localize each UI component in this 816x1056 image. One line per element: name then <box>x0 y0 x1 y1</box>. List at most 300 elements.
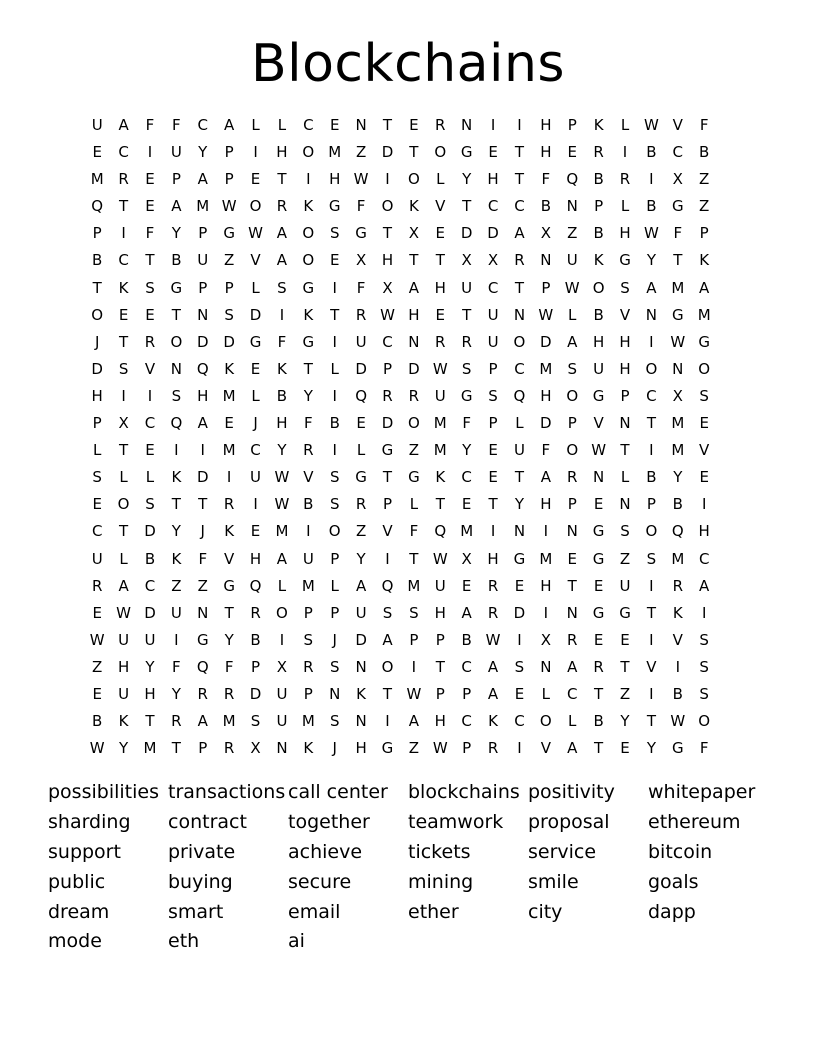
grid-letter[interactable]: A <box>224 116 235 134</box>
grid-letter[interactable]: Y <box>277 441 287 460</box>
grid-letter[interactable]: L <box>251 278 260 297</box>
grid-letter[interactable]: F <box>699 739 709 758</box>
grid-letter[interactable]: U <box>487 332 499 351</box>
grid-letter[interactable]: K <box>224 359 235 378</box>
grid-letter[interactable]: Y <box>171 522 181 541</box>
grid-letter[interactable]: F <box>462 414 471 433</box>
grid-letter[interactable]: U <box>250 468 262 487</box>
grid-letter[interactable]: A <box>382 630 393 649</box>
grid-letter[interactable]: W <box>643 224 659 243</box>
grid-letter[interactable]: N <box>355 116 367 134</box>
grid-letter[interactable]: Q <box>196 359 209 378</box>
grid-letter[interactable]: G <box>671 305 684 324</box>
grid-letter[interactable]: I <box>649 170 654 189</box>
grid-letter[interactable]: I <box>649 630 654 649</box>
grid-letter[interactable]: L <box>119 468 128 487</box>
grid-letter[interactable]: M <box>196 197 210 216</box>
grid-letter[interactable]: T <box>594 684 604 703</box>
grid-letter[interactable]: U <box>302 549 314 568</box>
grid-letter[interactable]: G <box>592 522 605 541</box>
grid-letter[interactable]: I <box>675 657 680 676</box>
grid-letter[interactable]: T <box>514 468 525 487</box>
grid-letter[interactable]: X <box>382 278 393 297</box>
grid-letter[interactable]: Y <box>646 739 656 758</box>
grid-letter[interactable]: T <box>409 549 419 568</box>
grid-letter[interactable]: A <box>197 414 208 433</box>
grid-letter[interactable]: M <box>328 143 342 162</box>
grid-letter[interactable]: B <box>461 630 472 649</box>
grid-letter[interactable]: G <box>513 549 526 568</box>
grid-letter[interactable]: E <box>488 468 498 487</box>
grid-letter[interactable]: Q <box>566 170 579 189</box>
grid-letter[interactable]: P <box>409 630 419 649</box>
grid-letter[interactable]: W <box>353 170 369 189</box>
grid-letter[interactable]: Z <box>171 576 182 595</box>
grid-letter[interactable]: K <box>303 197 314 216</box>
grid-letter[interactable]: R <box>303 657 314 676</box>
grid-letter[interactable]: R <box>250 603 261 622</box>
grid-letter[interactable]: T <box>646 414 656 433</box>
grid-letter[interactable]: R <box>461 332 472 351</box>
grid-letter[interactable]: S <box>329 712 340 731</box>
grid-letter[interactable]: R <box>672 576 683 595</box>
grid-letter[interactable]: W <box>538 305 554 324</box>
grid-letter[interactable]: U <box>170 143 182 162</box>
grid-letter[interactable]: W <box>274 495 290 514</box>
grid-letter[interactable]: R <box>487 576 499 595</box>
grid-letter[interactable]: K <box>118 278 129 297</box>
grid-letter[interactable]: F <box>541 441 551 460</box>
grid-letter[interactable]: B <box>646 197 657 216</box>
grid-letter[interactable]: S <box>171 386 182 405</box>
grid-letter[interactable]: T <box>646 712 656 731</box>
grid-letter[interactable]: R <box>487 603 499 622</box>
grid-letter[interactable]: T <box>620 657 630 676</box>
grid-letter[interactable]: G <box>698 332 710 351</box>
grid-letter[interactable]: R <box>567 468 578 487</box>
grid-letter[interactable]: I <box>332 386 337 405</box>
grid-letter[interactable]: H <box>487 549 499 568</box>
grid-letter[interactable]: O <box>276 603 288 622</box>
grid-letter[interactable]: M <box>539 359 553 378</box>
grid-letter[interactable]: M <box>222 712 236 731</box>
grid-letter[interactable]: P <box>330 549 340 568</box>
grid-letter[interactable]: K <box>224 522 235 541</box>
grid-letter[interactable]: T <box>382 116 393 134</box>
grid-letter[interactable]: K <box>303 305 314 324</box>
grid-letter[interactable]: H <box>276 414 288 433</box>
grid-letter[interactable]: D <box>540 332 552 351</box>
grid-letter[interactable]: O <box>407 414 420 433</box>
grid-letter[interactable]: W <box>670 332 686 351</box>
grid-letter[interactable]: D <box>196 332 209 351</box>
grid-letter[interactable]: R <box>223 684 235 703</box>
grid-letter[interactable]: G <box>619 603 631 622</box>
grid-letter[interactable]: B <box>672 684 683 703</box>
grid-letter[interactable]: U <box>619 576 631 595</box>
grid-letter[interactable]: M <box>222 386 236 405</box>
grid-letter[interactable]: U <box>513 441 525 460</box>
grid-letter[interactable]: L <box>356 441 366 460</box>
grid-letter[interactable]: O <box>645 522 658 541</box>
grid-letter[interactable]: P <box>251 657 261 676</box>
grid-letter[interactable]: I <box>622 143 628 162</box>
grid-letter[interactable]: V <box>646 657 657 676</box>
grid-letter[interactable]: S <box>329 224 340 243</box>
grid-letter[interactable]: G <box>170 278 183 297</box>
grid-letter[interactable]: G <box>592 549 605 568</box>
grid-letter[interactable]: R <box>355 305 367 324</box>
grid-letter[interactable]: O <box>302 143 315 162</box>
grid-letter[interactable]: D <box>381 414 394 433</box>
grid-letter[interactable]: Y <box>119 739 129 758</box>
grid-letter[interactable]: U <box>170 603 182 622</box>
grid-letter[interactable]: U <box>566 251 578 270</box>
grid-letter[interactable]: P <box>171 170 181 189</box>
grid-letter[interactable]: S <box>699 684 709 703</box>
grid-letter[interactable]: O <box>328 522 341 541</box>
grid-letter[interactable]: U <box>355 603 367 622</box>
grid-letter[interactable]: H <box>197 386 209 405</box>
grid-letter[interactable]: Y <box>514 495 525 514</box>
grid-letter[interactable]: N <box>540 657 552 676</box>
grid-letter[interactable]: E <box>435 305 446 324</box>
grid-letter[interactable]: A <box>408 278 420 297</box>
grid-letter[interactable]: X <box>672 386 683 405</box>
grid-letter[interactable]: O <box>698 712 711 731</box>
grid-letter[interactable]: P <box>198 739 208 758</box>
grid-letter[interactable]: E <box>461 576 472 595</box>
grid-letter[interactable]: H <box>329 170 341 189</box>
grid-letter[interactable]: F <box>277 332 287 351</box>
grid-letter[interactable]: S <box>145 278 155 297</box>
grid-letter[interactable]: S <box>699 630 709 649</box>
grid-letter[interactable]: I <box>200 441 205 460</box>
grid-letter[interactable]: P <box>92 414 102 433</box>
grid-letter[interactable]: S <box>382 603 393 622</box>
grid-letter[interactable]: N <box>566 522 578 541</box>
grid-letter[interactable]: N <box>329 684 341 703</box>
grid-letter[interactable]: N <box>197 603 209 622</box>
grid-letter[interactable]: L <box>568 305 577 324</box>
grid-letter[interactable]: T <box>514 278 525 297</box>
grid-letter[interactable]: C <box>118 251 129 270</box>
grid-letter[interactable]: P <box>224 143 234 162</box>
grid-letter[interactable]: E <box>699 414 709 433</box>
grid-letter[interactable]: R <box>303 441 314 460</box>
grid-letter[interactable]: T <box>673 251 683 270</box>
grid-letter[interactable]: G <box>355 468 367 487</box>
grid-letter[interactable]: F <box>172 116 181 134</box>
grid-letter[interactable]: H <box>619 224 631 243</box>
grid-letter[interactable]: P <box>646 495 656 514</box>
grid-letter[interactable]: L <box>568 712 577 731</box>
grid-letter[interactable]: A <box>355 576 367 595</box>
grid-letter[interactable]: A <box>567 332 578 351</box>
grid-letter[interactable]: K <box>171 468 182 487</box>
grid-letter[interactable]: Z <box>619 684 631 703</box>
grid-letter[interactable]: I <box>253 495 258 514</box>
grid-letter[interactable]: M <box>433 414 447 433</box>
grid-letter[interactable]: U <box>276 684 288 703</box>
grid-letter[interactable]: G <box>671 197 684 216</box>
grid-letter[interactable]: N <box>672 359 684 378</box>
grid-letter[interactable]: X <box>540 630 551 649</box>
grid-letter[interactable]: G <box>223 576 235 595</box>
grid-letter[interactable]: C <box>144 576 156 595</box>
grid-letter[interactable]: U <box>487 305 499 324</box>
grid-letter[interactable]: Z <box>699 170 710 189</box>
grid-letter[interactable]: V <box>593 414 604 433</box>
grid-letter[interactable]: R <box>276 197 288 216</box>
grid-letter[interactable]: X <box>672 170 683 189</box>
grid-letter[interactable]: E <box>593 495 604 514</box>
grid-letter[interactable]: R <box>593 657 604 676</box>
grid-letter[interactable]: O <box>302 224 315 243</box>
grid-letter[interactable]: K <box>699 251 710 270</box>
grid-letter[interactable]: B <box>593 712 604 731</box>
grid-letter[interactable]: L <box>277 576 287 595</box>
grid-letter[interactable]: G <box>460 386 473 405</box>
grid-letter[interactable]: T <box>620 441 630 460</box>
grid-letter[interactable]: N <box>593 468 605 487</box>
grid-letter[interactable]: T <box>646 603 656 622</box>
grid-letter[interactable]: M <box>671 441 685 460</box>
grid-letter[interactable]: W <box>485 630 501 649</box>
grid-letter[interactable]: G <box>408 468 420 487</box>
grid-letter[interactable]: Z <box>699 197 710 216</box>
grid-letter[interactable]: L <box>251 116 260 134</box>
grid-letter[interactable]: Z <box>408 441 420 460</box>
grid-letter[interactable]: B <box>250 630 261 649</box>
grid-letter[interactable]: I <box>411 657 417 676</box>
grid-letter[interactable]: X <box>118 414 129 433</box>
grid-letter[interactable]: M <box>671 278 685 297</box>
grid-letter[interactable]: I <box>306 522 311 541</box>
grid-letter[interactable]: P <box>567 495 577 514</box>
grid-letter[interactable]: S <box>118 359 129 378</box>
grid-letter[interactable]: C <box>566 684 578 703</box>
grid-letter[interactable]: S <box>250 712 261 731</box>
grid-letter[interactable]: Z <box>92 657 103 676</box>
grid-letter[interactable]: R <box>223 739 235 758</box>
grid-letter[interactable]: H <box>355 739 367 758</box>
grid-letter[interactable]: E <box>620 630 630 649</box>
grid-letter[interactable]: L <box>145 468 155 487</box>
grid-letter[interactable]: Q <box>355 386 367 405</box>
grid-letter[interactable]: H <box>276 143 288 162</box>
grid-letter[interactable]: M <box>460 522 474 541</box>
grid-letter[interactable]: D <box>513 603 526 622</box>
grid-letter[interactable]: K <box>171 549 182 568</box>
grid-letter[interactable]: I <box>121 224 126 243</box>
grid-letter[interactable]: Y <box>303 386 313 405</box>
grid-letter[interactable]: A <box>699 576 710 595</box>
grid-letter[interactable]: P <box>488 359 498 378</box>
grid-letter[interactable]: P <box>567 116 577 134</box>
grid-letter[interactable]: H <box>487 170 499 189</box>
grid-letter[interactable]: W <box>406 684 422 703</box>
grid-letter[interactable]: Q <box>671 522 684 541</box>
grid-letter[interactable]: T <box>488 495 498 514</box>
grid-letter[interactable]: V <box>699 441 710 460</box>
grid-letter[interactable]: B <box>593 305 604 324</box>
grid-letter[interactable]: Q <box>196 657 209 676</box>
grid-letter[interactable]: Y <box>673 468 683 487</box>
grid-letter[interactable]: V <box>672 116 683 134</box>
grid-letter[interactable]: A <box>118 116 129 134</box>
grid-letter[interactable]: U <box>91 116 103 134</box>
grid-letter[interactable]: X <box>540 224 551 243</box>
grid-letter[interactable]: L <box>409 495 419 514</box>
grid-letter[interactable]: M <box>539 549 553 568</box>
grid-letter[interactable]: A <box>514 224 525 243</box>
grid-letter[interactable]: U <box>434 386 446 405</box>
grid-letter[interactable]: Q <box>170 414 183 433</box>
grid-letter[interactable]: J <box>200 522 205 541</box>
grid-letter[interactable]: Q <box>381 576 394 595</box>
grid-letter[interactable]: X <box>408 224 420 243</box>
grid-letter[interactable]: L <box>119 549 128 568</box>
grid-letter[interactable]: F <box>224 657 234 676</box>
grid-letter[interactable]: N <box>619 414 631 433</box>
grid-letter[interactable]: P <box>567 414 577 433</box>
grid-letter[interactable]: R <box>435 332 446 351</box>
grid-letter[interactable]: J <box>253 414 258 433</box>
grid-letter[interactable]: T <box>567 576 577 595</box>
grid-letter[interactable]: M <box>222 441 236 460</box>
grid-letter[interactable]: E <box>92 495 102 514</box>
grid-letter[interactable]: H <box>540 386 552 405</box>
grid-letter[interactable]: Y <box>171 224 181 243</box>
grid-letter[interactable]: Y <box>171 684 181 703</box>
grid-letter[interactable]: S <box>620 278 630 297</box>
grid-letter[interactable]: G <box>592 603 605 622</box>
grid-letter[interactable]: E <box>145 441 155 460</box>
grid-letter[interactable]: S <box>514 657 525 676</box>
grid-letter[interactable]: D <box>460 224 473 243</box>
grid-letter[interactable]: T <box>382 684 393 703</box>
grid-letter[interactable]: I <box>332 441 337 460</box>
grid-letter[interactable]: A <box>699 278 710 297</box>
grid-letter[interactable]: H <box>381 251 394 270</box>
grid-letter[interactable]: L <box>330 576 339 595</box>
grid-letter[interactable]: E <box>329 251 340 270</box>
grid-letter[interactable]: C <box>487 278 499 297</box>
grid-letter[interactable]: G <box>671 739 684 758</box>
grid-letter[interactable]: A <box>197 170 208 189</box>
grid-letter[interactable]: X <box>461 251 472 270</box>
grid-letter[interactable]: P <box>488 414 498 433</box>
grid-letter[interactable]: T <box>514 170 525 189</box>
grid-letter[interactable]: R <box>144 332 156 351</box>
grid-letter[interactable]: I <box>174 441 179 460</box>
grid-letter[interactable]: E <box>145 305 155 324</box>
grid-letter[interactable]: R <box>408 386 420 405</box>
grid-letter[interactable]: N <box>619 495 631 514</box>
grid-letter[interactable]: V <box>672 630 683 649</box>
grid-letter[interactable]: H <box>144 684 156 703</box>
grid-letter[interactable]: N <box>566 197 578 216</box>
grid-letter[interactable]: S <box>567 359 577 378</box>
grid-letter[interactable]: B <box>303 495 314 514</box>
grid-letter[interactable]: D <box>249 684 262 703</box>
grid-letter[interactable]: J <box>332 630 337 649</box>
grid-letter[interactable]: E <box>118 305 129 324</box>
grid-letter[interactable]: G <box>355 224 367 243</box>
grid-letter[interactable]: E <box>145 170 155 189</box>
grid-letter[interactable]: B <box>329 414 340 433</box>
grid-letter[interactable]: P <box>224 278 234 297</box>
grid-letter[interactable]: L <box>515 414 524 433</box>
grid-letter[interactable]: O <box>117 495 130 514</box>
grid-letter[interactable]: O <box>381 197 394 216</box>
grid-letter[interactable]: C <box>514 712 525 731</box>
grid-letter[interactable]: T <box>224 603 234 622</box>
grid-letter[interactable]: P <box>462 684 472 703</box>
grid-letter[interactable]: E <box>461 495 472 514</box>
grid-letter[interactable]: Z <box>355 143 367 162</box>
grid-letter[interactable]: R <box>382 386 393 405</box>
grid-letter[interactable]: K <box>672 603 683 622</box>
grid-letter[interactable]: P <box>382 495 393 514</box>
grid-letter[interactable]: K <box>303 739 314 758</box>
grid-letter[interactable]: T <box>171 739 181 758</box>
grid-letter[interactable]: N <box>513 305 526 324</box>
grid-letter[interactable]: I <box>517 116 522 134</box>
grid-letter[interactable]: I <box>226 468 232 487</box>
grid-letter[interactable]: N <box>645 305 658 324</box>
grid-letter[interactable]: Q <box>91 197 104 216</box>
grid-letter[interactable]: M <box>697 305 711 324</box>
grid-letter[interactable]: I <box>517 739 522 758</box>
grid-letter[interactable]: E <box>329 116 340 134</box>
grid-letter[interactable]: T <box>594 739 604 758</box>
grid-letter[interactable]: W <box>670 712 686 731</box>
grid-letter[interactable]: U <box>144 630 156 649</box>
grid-letter[interactable]: X <box>276 657 288 676</box>
grid-letter[interactable]: N <box>355 712 367 731</box>
grid-letter[interactable]: G <box>381 441 394 460</box>
grid-letter[interactable]: U <box>434 576 446 595</box>
grid-letter[interactable]: U <box>118 684 130 703</box>
grid-letter[interactable]: I <box>701 495 707 514</box>
grid-letter[interactable]: V <box>250 251 261 270</box>
grid-letter[interactable]: G <box>381 739 394 758</box>
grid-letter[interactable]: H <box>117 657 130 676</box>
grid-letter[interactable]: E <box>567 143 577 162</box>
grid-letter[interactable]: I <box>332 278 337 297</box>
grid-letter[interactable]: I <box>332 332 337 351</box>
grid-letter[interactable]: H <box>91 386 103 405</box>
grid-letter[interactable]: L <box>436 170 445 189</box>
grid-letter[interactable]: Z <box>224 251 235 270</box>
grid-letter[interactable]: R <box>487 739 499 758</box>
grid-letter[interactable]: K <box>593 251 604 270</box>
grid-letter[interactable]: G <box>302 278 315 297</box>
grid-letter[interactable]: O <box>566 441 579 460</box>
grid-letter[interactable]: B <box>144 549 156 568</box>
grid-letter[interactable]: I <box>174 630 179 649</box>
grid-letter[interactable]: K <box>488 712 498 731</box>
grid-letter[interactable]: V <box>540 739 551 758</box>
grid-letter[interactable]: T <box>514 143 525 162</box>
grid-letter[interactable]: S <box>277 278 287 297</box>
grid-letter[interactable]: N <box>197 305 209 324</box>
grid-letter[interactable]: E <box>435 224 446 243</box>
grid-letter[interactable]: N <box>566 603 578 622</box>
grid-letter[interactable]: R <box>619 170 631 189</box>
